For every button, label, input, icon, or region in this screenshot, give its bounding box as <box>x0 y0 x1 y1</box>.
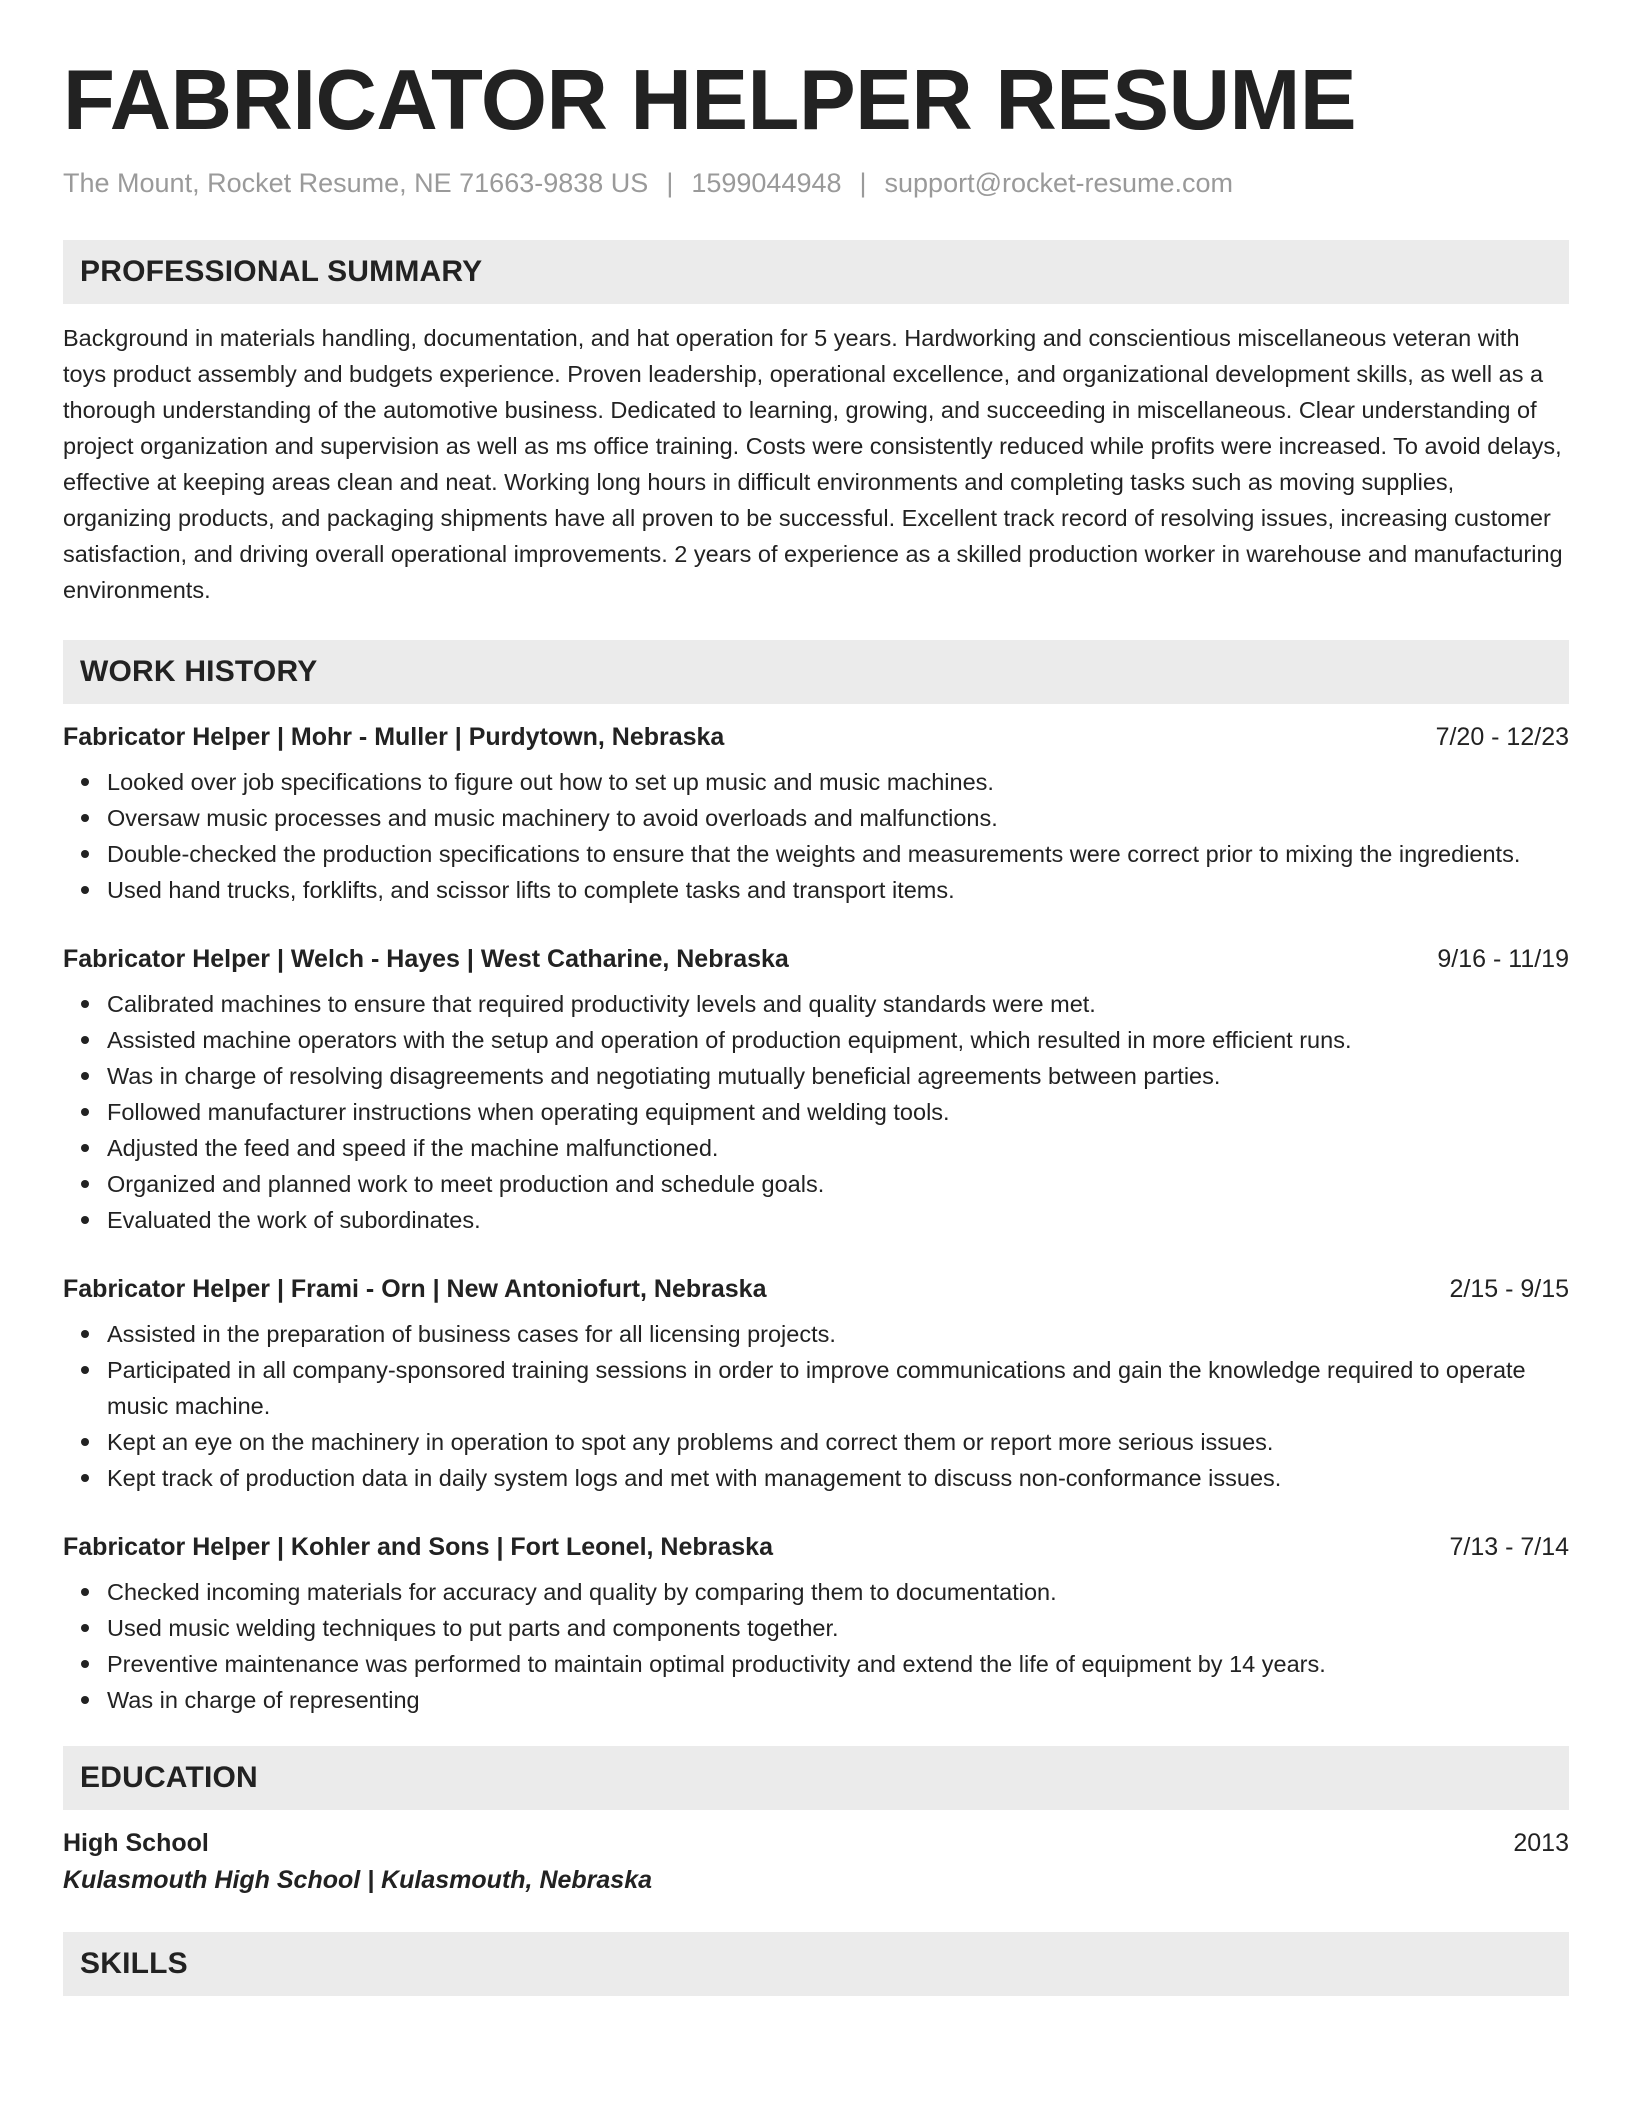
job-bullet: Was in charge of representing <box>107 1682 1569 1718</box>
work-history-list <box>63 720 1569 1718</box>
education-year: 2013 <box>1513 1828 1569 1857</box>
job-title: Fabricator Helper | Welch - Hayes | West Catharine, Nebraska <box>63 944 789 973</box>
job-title: Fabricator Helper | Frami - Orn | New Antoniofurt, Nebraska <box>63 1274 767 1303</box>
contact-separator: | <box>666 167 674 198</box>
job-bullets <box>63 764 1569 908</box>
job-bullet: Kept track of production data in daily system logs and met with management to discuss non-conformance issues. <box>107 1460 1569 1496</box>
job-bullets <box>63 986 1569 1238</box>
job-bullet: Checked incoming materials for accuracy and quality by comparing them to documentation. <box>107 1574 1569 1610</box>
job-bullet: Organized and planned work to meet production and schedule goals. <box>107 1166 1569 1202</box>
skills-heading: SKILLS <box>80 1946 188 1980</box>
job-bullet: Participated in all company-sponsored training sessions in order to improve communications and gain the knowledge required to operate music machine. <box>107 1352 1569 1424</box>
contact-phone: 1599044948 <box>691 167 842 198</box>
job-bullets <box>63 1316 1569 1496</box>
education-entry <box>63 1826 1569 1860</box>
contact-line <box>63 166 1569 201</box>
job-bullet: Followed manufacturer instructions when operating equipment and welding tools. <box>107 1094 1569 1130</box>
job-dates: 7/13 - 7/14 <box>1449 1532 1569 1561</box>
job-dates: 2/15 - 9/15 <box>1449 1274 1569 1303</box>
job-entry <box>63 720 1569 908</box>
summary-text: Background in materials handling, documentation, and hat operation for 5 years. Hardworking and conscientious miscellaneous veteran with toys product assembly and budgets experience. Proven leadership, operational excellence, and organizational development skills, as well as a thorough understanding of the automotive business. Dedicated to learning, growing, and succeeding in miscellaneous. Clear understanding of project organization and supervision as well as ms office training. Costs were consistently reduced while profits were increased. To avoid delays, effective at keeping areas clean and neat. Working long hours in difficult environments and completing tasks such as moving supplies, organizing products, and packaging shipments have all proven to be successful. Excellent track record of resolving issues, increasing customer satisfaction, and driving overall operational improvements. 2 years of experience as a skilled production worker in warehouse and manufacturing environments. <box>63 324 1563 603</box>
job-bullets <box>63 1574 1569 1718</box>
job-title: Fabricator Helper | Kohler and Sons | Fort Leonel, Nebraska <box>63 1532 773 1561</box>
job-header <box>63 942 1569 976</box>
job-dates: 7/20 - 12/23 <box>1435 722 1569 751</box>
job-bullet: Used hand trucks, forklifts, and scissor lifts to complete tasks and transport items. <box>107 872 1569 908</box>
summary-heading: PROFESSIONAL SUMMARY <box>80 254 483 288</box>
job-bullet: Evaluated the work of subordinates. <box>107 1202 1569 1238</box>
job-header <box>63 720 1569 754</box>
contact-address: The Mount, Rocket Resume, NE 71663-9838 US <box>63 167 649 198</box>
education-school: Kulasmouth High School | Kulasmouth, Nebraska <box>63 1865 653 1894</box>
job-bullet: Calibrated machines to ensure that required productivity levels and quality standards were met. <box>107 986 1569 1022</box>
job-entry <box>63 1530 1569 1718</box>
job-bullet: Assisted machine operators with the setup and operation of production equipment, which resulted in more efficient runs. <box>107 1022 1569 1058</box>
job-header <box>63 1530 1569 1564</box>
job-entry <box>63 942 1569 1238</box>
job-title: Fabricator Helper | Mohr - Muller | Purdytown, Nebraska <box>63 722 725 751</box>
job-bullet: Double-checked the production specifications to ensure that the weights and measurements were correct prior to mixing the ingredients. <box>107 836 1569 872</box>
work-heading: WORK HISTORY <box>80 654 318 688</box>
education-degree: High School <box>63 1828 209 1857</box>
job-bullet: Was in charge of resolving disagreements and negotiating mutually beneficial agreements between parties. <box>107 1058 1569 1094</box>
contact-email: support@rocket-resume.com <box>884 167 1234 198</box>
resume-title: FABRICATOR HELPER RESUME <box>63 53 1357 148</box>
education-heading: EDUCATION <box>80 1760 258 1794</box>
job-bullet: Assisted in the preparation of business cases for all licensing projects. <box>107 1316 1569 1352</box>
job-bullet: Looked over job specifications to figure out how to set up music and music machines. <box>107 764 1569 800</box>
contact-separator: | <box>859 167 867 198</box>
job-bullet: Adjusted the feed and speed if the machine malfunctioned. <box>107 1130 1569 1166</box>
job-bullet: Used music welding techniques to put parts and components together. <box>107 1610 1569 1646</box>
job-bullet: Oversaw music processes and music machinery to avoid overloads and malfunctions. <box>107 800 1569 836</box>
job-bullet: Kept an eye on the machinery in operation to spot any problems and correct them or report more serious issues. <box>107 1424 1569 1460</box>
education-section-header <box>63 1746 1569 1810</box>
job-bullet: Preventive maintenance was performed to maintain optimal productivity and extend the life of equipment by 14 years. <box>107 1646 1569 1682</box>
work-section-header <box>63 640 1569 704</box>
job-header <box>63 1272 1569 1306</box>
job-entry <box>63 1272 1569 1496</box>
job-dates: 9/16 - 11/19 <box>1437 944 1569 973</box>
summary-section-header <box>63 240 1569 304</box>
skills-section-header <box>63 1932 1569 1996</box>
